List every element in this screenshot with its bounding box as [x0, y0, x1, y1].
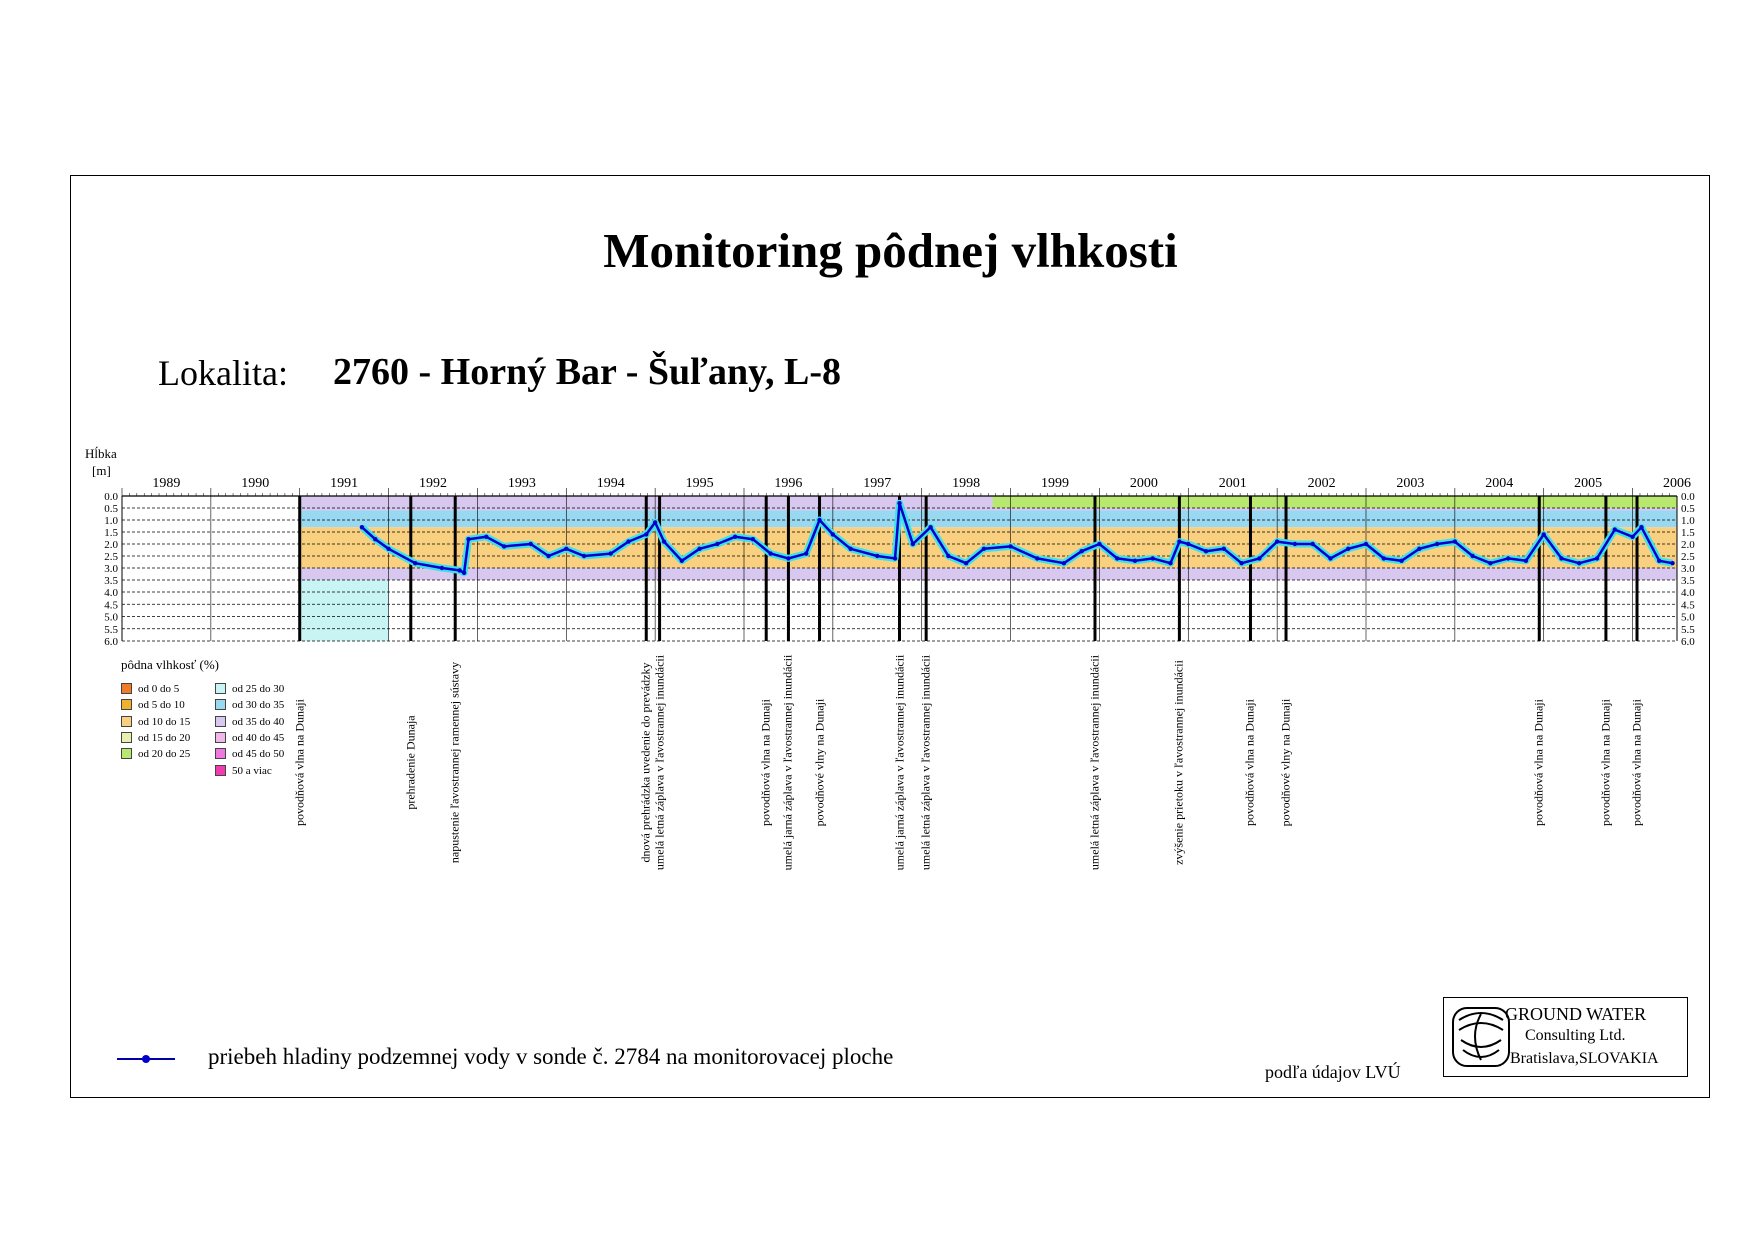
groundwater-point	[1204, 549, 1208, 553]
groundwater-point	[1595, 556, 1599, 560]
legend-item	[121, 716, 190, 730]
legend-swatch	[215, 683, 226, 694]
groundwater-point	[1275, 539, 1279, 543]
logo-line-3: Bratislava,SLOVAKIA	[1510, 1050, 1659, 1067]
legend-label: od 35 do 40	[232, 715, 285, 728]
y-axis-unit: [m]	[92, 463, 111, 478]
groundwater-point	[946, 554, 950, 558]
legend-label: od 25 do 30	[232, 683, 285, 695]
moisture-legend-title: pôdna vlhkosť (%)	[121, 657, 219, 672]
y-tick-label-right: 3.0	[1681, 563, 1695, 575]
year-label: 1992	[419, 476, 447, 491]
y-tick-label-right: 5.0	[1681, 611, 1695, 624]
groundwater-point	[1639, 525, 1643, 529]
groundwater-point	[626, 539, 630, 543]
groundwater-point	[1133, 559, 1137, 563]
groundwater-point	[644, 532, 648, 536]
groundwater-legend-marker	[142, 1055, 150, 1063]
groundwater-point	[360, 525, 364, 529]
groundwater-point	[831, 532, 835, 536]
y-tick-label-left: 5.0	[104, 611, 118, 624]
event-annotation: povodňové vlny na Dunaji	[1278, 698, 1293, 827]
y-tick-label-right: 4.5	[1681, 599, 1695, 612]
groundwater-point	[964, 561, 968, 565]
legend-label: 50 a viac	[232, 764, 272, 777]
groundwater-point	[1079, 549, 1083, 553]
year-label: 2003	[1396, 476, 1425, 491]
groundwater-point	[457, 568, 461, 572]
year-label: 2000	[1129, 476, 1158, 491]
event-annotation: umelá letná záplava v ľavostrannej inundácii	[652, 654, 667, 871]
y-tick-label-left: 2.5	[104, 551, 118, 563]
legend-swatch	[121, 732, 132, 743]
groundwater-point	[911, 542, 915, 546]
legend-swatch	[121, 748, 132, 759]
groundwater-point	[529, 542, 533, 546]
groundwater-point	[1293, 542, 1297, 546]
y-tick-label-left: 4.5	[104, 599, 118, 612]
year-label: 1997	[863, 476, 892, 491]
groundwater-point	[484, 535, 488, 539]
y-tick-label-left: 5.5	[104, 623, 118, 636]
legend-swatch	[121, 699, 132, 710]
groundwater-point	[1346, 547, 1350, 551]
groundwater-point	[1417, 547, 1421, 551]
event-annotation: umelá letná záplava v ľavostrannej inundácii	[918, 654, 933, 871]
groundwater-point	[386, 547, 390, 551]
event-annotation: napustenie ľavostrannej ramennej sústavy	[447, 661, 462, 864]
legend-swatch	[215, 765, 226, 776]
year-label: 1989	[152, 476, 181, 491]
groundwater-point	[1524, 559, 1528, 563]
groundwater-point	[1257, 556, 1261, 560]
year-label: 1994	[596, 476, 625, 491]
logo-line-1: GROUND WATER	[1505, 1004, 1647, 1024]
y-tick-label-right: 1.0	[1681, 515, 1695, 527]
y-tick-label-left: 1.0	[104, 515, 118, 527]
groundwater-point	[1177, 539, 1181, 543]
groundwater-point	[982, 547, 986, 551]
year-label: 1998	[952, 476, 981, 491]
groundwater-point	[1630, 535, 1634, 539]
locality-value: 2760 - Horný Bar - Šuľany, L-8	[333, 351, 842, 393]
groundwater-point	[1310, 542, 1314, 546]
y-tick-label-left: 6.0	[104, 636, 118, 648]
y-tick-label-left: 0.0	[104, 491, 118, 503]
y-tick-label-right: 0.0	[1681, 491, 1695, 503]
year-label: 2005	[1574, 476, 1603, 491]
groundwater-point	[1657, 559, 1661, 563]
groundwater-point	[875, 554, 879, 558]
groundwater-point	[1542, 532, 1546, 536]
groundwater-point	[897, 501, 901, 505]
event-annotation: umelá jarná záplava v ľavostrannej inundácii	[892, 654, 906, 871]
legend-item	[215, 716, 284, 730]
groundwater-point	[1470, 554, 1474, 558]
year-label: 2006	[1663, 476, 1691, 491]
y-tick-label-right: 5.5	[1681, 623, 1695, 636]
groundwater-point	[680, 559, 684, 563]
groundwater-point	[653, 520, 657, 524]
y-tick-label-left: 1.5	[104, 527, 118, 539]
legend-label: od 20 do 25	[138, 748, 191, 761]
groundwater-point	[1008, 544, 1012, 548]
groundwater-point	[582, 554, 586, 558]
event-annotation: zvýšenie prietoku v ľavostrannej inundácii	[1171, 660, 1186, 865]
groundwater-point	[662, 539, 666, 543]
groundwater-point	[1151, 556, 1155, 560]
legend-item	[215, 699, 284, 713]
groundwater-point	[1115, 556, 1119, 560]
legend-item	[215, 732, 284, 746]
y-tick-label-left: 0.5	[104, 503, 118, 515]
groundwater-point	[733, 535, 737, 539]
event-annotation: povodňová vlna na Dunaji	[292, 699, 307, 826]
y-tick-label-right: 0.5	[1681, 503, 1695, 515]
legend-item	[121, 683, 179, 697]
event-annotation: povodňová vlna na Dunaji	[1242, 699, 1257, 826]
groundwater-point	[1506, 556, 1510, 560]
legend-item	[215, 765, 272, 779]
event-annotation: povodňová vlna na Dunaji	[1598, 699, 1613, 826]
groundwater-point	[1577, 561, 1581, 565]
y-tick-label-right: 4.0	[1681, 587, 1695, 599]
legend-label: od 10 do 15	[138, 715, 191, 728]
legend-label: od 45 do 50	[232, 748, 285, 761]
groundwater-point	[1035, 556, 1039, 560]
year-label: 1991	[330, 476, 359, 491]
year-label: 1999	[1041, 476, 1069, 491]
y-tick-label-left: 4.0	[104, 587, 118, 599]
chart-title: Monitoring pôdnej vlhkosti	[603, 223, 1178, 278]
groundwater-point	[440, 566, 444, 570]
groundwater-point	[466, 537, 470, 541]
legend-label: od 40 do 45	[232, 731, 285, 744]
groundwater-point	[546, 554, 550, 558]
y-tick-label-left: 3.5	[104, 575, 118, 587]
logo-line-2: Consulting Ltd.	[1525, 1027, 1626, 1044]
groundwater-point	[715, 542, 719, 546]
y-tick-label-right: 6.0	[1681, 636, 1695, 648]
event-annotation: povodňová vlna na Dunaji	[1531, 699, 1546, 826]
groundwater-point	[1097, 542, 1101, 546]
groundwater-point	[373, 537, 377, 541]
event-annotation: povodňová vlna na Dunaji	[758, 699, 773, 826]
year-label: 1990	[241, 476, 270, 491]
y-tick-label-right: 1.5	[1681, 527, 1695, 539]
legend-swatch	[215, 716, 226, 727]
groundwater-point	[1222, 547, 1226, 551]
groundwater-point	[893, 556, 897, 560]
event-annotation: povodňová vlna na Dunaji	[1629, 699, 1644, 826]
y-tick-label-right: 2.5	[1681, 551, 1695, 563]
legend-swatch	[121, 683, 132, 694]
year-label: 1993	[507, 476, 536, 491]
legend-item	[215, 748, 284, 762]
groundwater-point	[768, 551, 772, 555]
y-tick-label-left: 3.0	[104, 563, 118, 575]
y-tick-label-left: 2.0	[104, 539, 118, 551]
legend-swatch	[121, 716, 132, 727]
groundwater-point	[1435, 542, 1439, 546]
groundwater-point	[1453, 539, 1457, 543]
groundwater-point	[1382, 556, 1386, 560]
groundwater-legend-text: priebeh hladiny podzemnej vody v sonde č. 2784 na monitorovacej ploche	[208, 1044, 894, 1069]
legend-item	[121, 732, 190, 746]
year-label: 1995	[685, 476, 714, 491]
groundwater-point	[697, 547, 701, 551]
groundwater-point	[928, 525, 932, 529]
groundwater-point	[1399, 559, 1403, 563]
year-label: 2002	[1307, 476, 1336, 491]
moisture-band-0-3	[300, 568, 1677, 580]
groundwater-point	[1488, 561, 1492, 565]
groundwater-point	[1559, 556, 1563, 560]
locality-label: Lokalita:	[158, 353, 288, 393]
moisture-band-0-1	[300, 510, 1677, 527]
source-note: podľa údajov LVÚ	[1265, 1062, 1401, 1082]
groundwater-point	[1186, 542, 1190, 546]
legend-item	[121, 748, 190, 762]
moisture-band-1-0	[300, 580, 389, 641]
company-logo-icon	[1451, 1006, 1511, 1068]
legend-swatch	[215, 748, 226, 759]
groundwater-point	[1613, 527, 1617, 531]
groundwater-point	[564, 547, 568, 551]
groundwater-point	[1328, 556, 1332, 560]
event-annotation: povodňové vlny na Dunaji	[812, 698, 827, 827]
groundwater-point	[1670, 561, 1674, 565]
groundwater-point	[817, 518, 821, 522]
legend-swatch	[215, 732, 226, 743]
groundwater-point	[462, 571, 466, 575]
groundwater-point	[751, 537, 755, 541]
y-tick-label-right: 3.5	[1681, 575, 1695, 587]
groundwater-point	[1239, 561, 1243, 565]
legend-label: od 15 do 20	[138, 731, 191, 744]
year-label: 2004	[1485, 476, 1514, 491]
event-annotation: prehradenie Dunaja	[403, 715, 418, 810]
event-annotation: umelá letná záplava v ľavostrannej inundácii	[1087, 654, 1102, 871]
groundwater-point	[1062, 561, 1066, 565]
legend-swatch	[215, 699, 226, 710]
groundwater-point	[502, 544, 506, 548]
groundwater-point	[1168, 561, 1172, 565]
event-annotation: dnová prehrádzka uvedenie do prevádzky	[638, 662, 653, 863]
groundwater-point	[786, 556, 790, 560]
legend-label: od 30 do 35	[232, 699, 285, 712]
legend-label: od 5 do 10	[138, 699, 185, 712]
groundwater-point	[609, 551, 613, 555]
y-tick-label-right: 2.0	[1681, 539, 1695, 551]
legend-label: od 0 do 5	[138, 683, 180, 695]
year-label: 2001	[1218, 476, 1247, 491]
legend-item	[121, 699, 185, 713]
y-axis-label: Hĺbka	[85, 446, 117, 461]
groundwater-point	[413, 561, 417, 565]
groundwater-point	[804, 551, 808, 555]
groundwater-point	[848, 547, 852, 551]
groundwater-point	[1364, 542, 1368, 546]
year-label: 1996	[774, 476, 803, 491]
legend-item	[215, 683, 284, 697]
event-annotation: umelá jarná záplava v ľavostrannej inundácii	[780, 654, 795, 871]
